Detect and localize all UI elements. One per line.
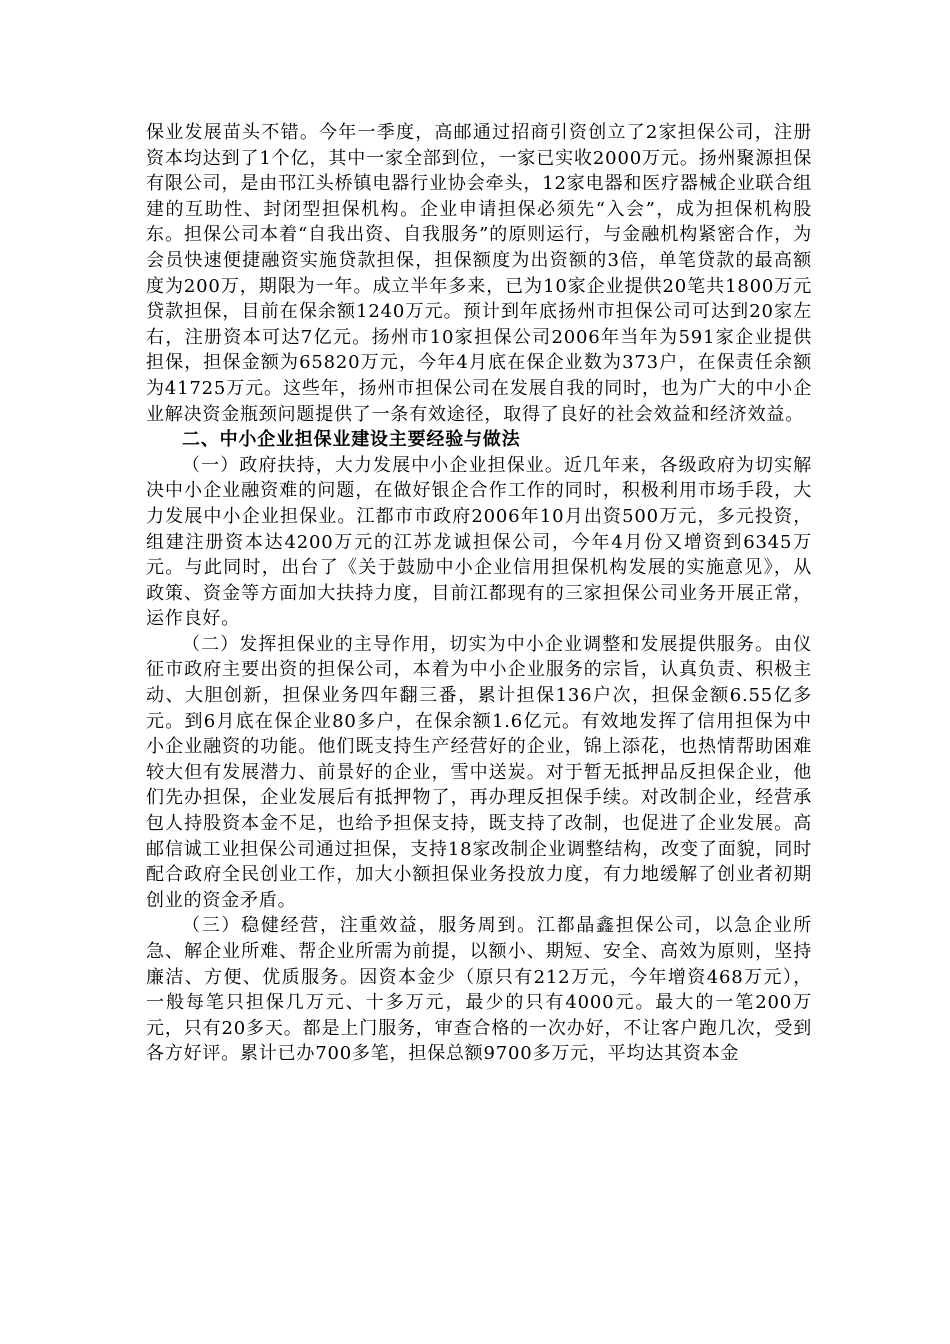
paragraph-steady-operation: （三）稳健经营，注重效益，服务周到。江都晶鑫担保公司，以急企业所急、解企业所难、帮企业所需为前提，以额小、期短、安全、高效为原则，坚持廉洁、方便、优质服务。因资本金少（原只有212万元，今年增资468万元），一般每笔只担保几万元、十多万元，最少的只有4000元。最大的一笔200万元，只有20多天。都是上门服务，审查合格的一次办好，不让客户跑几次，受到各方好评。累计已办700多笔，担保总额9700多万元，平均达其资本金 [146, 915, 812, 1065]
paragraph-guarantee-role: （二）发挥担保业的主导作用，切实为中小企业调整和发展提供服务。由仪征市政府主要出资的担保公司，本着为中小企业服务的宗旨，认真负责、积极主动、大胆创新，担保业务四年翻三番，累计担保136户次，担保金额6.55亿多元。到6月底在保企业80多户，在保余额1.6亿元。有效地发挥了信用担保为中小企业融资的功能。他们既支持生产经营好的企业，锦上添花，也热情帮助困难较大但有发展潜力、前景好的企业，雪中送炭。对于暂无抵押品反担保企业，他们先办担保，企业发展后有抵押物了，再办理反担保手续。对改制企业，经营承包人持股资本金不足，也给予担保支持，既支持了改制，也促进了企业发展。高邮信诚工业担保公司通过担保，支持18家改制企业调整结构，改变了面貌，同时配合政府全民创业工作，加大小额担保业务投放力度，有力地缓解了创业者初期创业的资金矛盾。 [146, 633, 812, 911]
paragraph-government-support: （一）政府扶持，大力发展中小企业担保业。近几年来，各级政府为切实解决中小企业融资难的问题，在做好银企合作工作的同时，积极利用市场手段，大力发展中小企业担保业。江都市市政府2006年10月出资500万元，多元投资，组建注册资本达4200万元的江苏龙诚担保公司，今年4月份又增资到6345万元。与此同时，出台了《关于鼓励中小企业信用担保机构发展的实施意见》，从政策、资金等方面加大扶持力度，目前江都现有的三家担保公司业务开展正常，运作良好。 [146, 454, 812, 630]
document-page [146, 120, 812, 1067]
paragraph-continuation: 保业发展苗头不错。今年一季度，高邮通过招商引资创立了2家担保公司，注册资本均达到了1个亿，其中一家全部到位，一家已实收2000万元。扬州聚源担保有限公司，是由邗江头桥镇电器行业协会牵头，12家电器和医疗器械企业联合组建的互助性、封闭型担保机构。企业申请担保必须先“入会”，成为担保机构股东。担保公司本着“自我出资、自我服务”的原则运行，与金融机构紧密合作，为会员快速便捷融资实施贷款担保，担保额度为出资额的3倍，单笔贷款的最高额度为200万，期限为一年。成立半年多来，已为10家企业提供20笔共1800万元贷款担保，目前在保余额1240万元。预计到年底扬州市担保公司可达到20家左右，注册资本可达7亿元。扬州市10家担保公司2006年当年为591家企业提供担保，担保金额为65820万元，今年4月底在保企业数为373户，在保责任余额为41725万元。这些年，扬州市担保公司在发展自我的同时，也为广大的中小企业解决资金瓶颈问题提供了一条有效途径，取得了良好的社会效益和经济效益。 [146, 122, 812, 425]
section-heading: 二、中小企业担保业建设主要经验与做法 [182, 429, 521, 451]
